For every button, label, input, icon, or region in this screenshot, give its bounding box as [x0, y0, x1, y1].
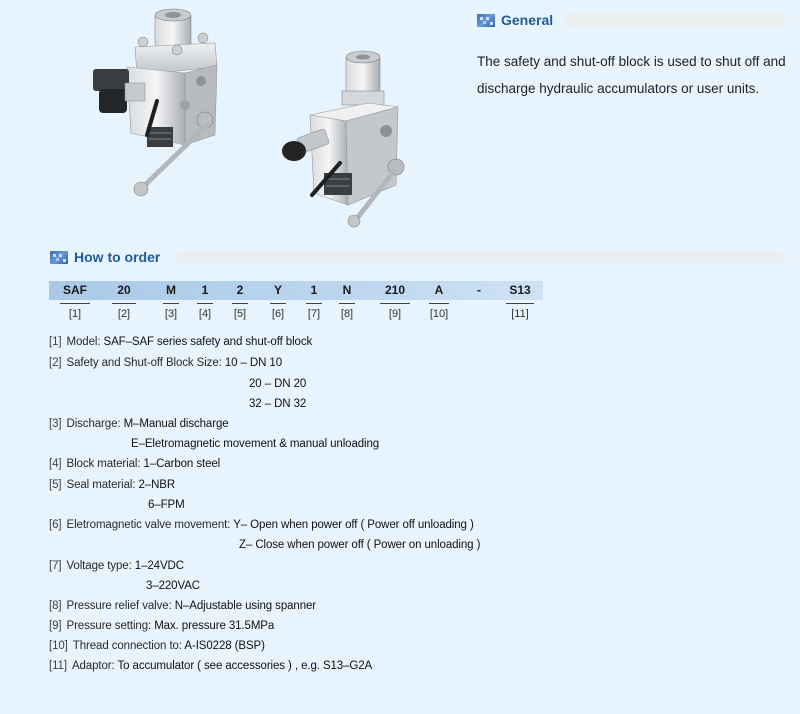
- section-icon: [477, 14, 495, 27]
- spec-seal-material: [5] Seal material: 2–NBR: [49, 479, 176, 491]
- code-index: [8]: [340, 308, 354, 320]
- code-pressure: 210: [384, 283, 406, 297]
- spec-discharge: [3] Discharge: M–Manual discharge: [49, 418, 229, 430]
- general-title: General: [501, 12, 554, 28]
- spec-size-option: 20 – DN 20: [249, 378, 307, 390]
- spec-adaptor: [11] Adaptor: To accumulator ( see accessories ) , e.g. S13–G2A: [49, 660, 373, 672]
- code-underline: [429, 303, 449, 304]
- code-underline: [306, 303, 322, 304]
- code-relief-valve: N: [342, 283, 352, 297]
- code-index: [2]: [117, 308, 131, 320]
- spec-relief-valve: [8] Pressure relief valve: N–Adjustable using spanner: [49, 600, 317, 612]
- spec-voltage-option: 3–220VAC: [146, 580, 200, 592]
- general-description: The safety and shut-off block is used to shut off and discharge hydraulic accumulators or user units.: [477, 54, 786, 96]
- code-index: [1]: [68, 308, 82, 320]
- spec-block-material: [4] Block material: 1–Carbon steel: [49, 458, 221, 470]
- code-underline: [112, 303, 136, 304]
- spec-discharge-option: E–Eletromagnetic movement & manual unloading: [131, 438, 380, 450]
- code-index: [5]: [233, 308, 247, 320]
- code-adaptor: S13: [509, 283, 531, 297]
- code-underline: [60, 303, 90, 304]
- spec-size-option: 32 – DN 32: [249, 398, 307, 410]
- code-index: [9]: [388, 308, 402, 320]
- spec-thread: [10] Thread connection to: A-IS0228 (BSP): [49, 640, 265, 652]
- code-size: 20: [117, 283, 131, 297]
- code-underline: [380, 303, 410, 304]
- code-underline: [232, 303, 248, 304]
- code-underline: [163, 303, 179, 304]
- code-block-material: 1: [201, 283, 209, 297]
- spec-voltage: [7] Voltage type: 1–24VDC: [49, 560, 184, 572]
- general-header: [477, 12, 553, 28]
- spec-seal-option: 6–FPM: [148, 499, 185, 511]
- code-index: [7]: [307, 308, 321, 320]
- code-index: [11]: [511, 308, 529, 320]
- code-underline: [339, 303, 355, 304]
- code-index: [4]: [198, 308, 212, 320]
- how-to-order-header: [50, 249, 160, 265]
- code-thread: A: [434, 283, 444, 297]
- product-image-electromagnetic: [85, 5, 260, 200]
- spec-size: [2] Safety and Shut-off Block Size: 10 – DN 10: [49, 357, 283, 369]
- spec-valve-option: Z– Close when power off ( Power on unloading ): [239, 539, 481, 551]
- code-underline: [197, 303, 213, 304]
- code-discharge: M: [166, 283, 176, 297]
- code-underline: [506, 303, 534, 304]
- code-index: [3]: [164, 308, 178, 320]
- code-seal-material: 2: [236, 283, 244, 297]
- code-index: [10]: [429, 308, 449, 320]
- code-model: SAF: [63, 283, 87, 297]
- code-voltage: 1: [310, 283, 318, 297]
- product-image-manual: [268, 45, 428, 235]
- how-to-order-title: How to order: [74, 249, 161, 265]
- section-icon: [50, 251, 68, 264]
- code-separator: -: [477, 283, 481, 297]
- code-underline: [270, 303, 286, 304]
- how-to-order-header-bar: [175, 251, 785, 263]
- spec-model: [1] Model: SAF–SAF series safety and shut-off block: [49, 336, 313, 348]
- spec-valve-movement: [6] Eletromagnetic valve movement: Y– Open when power off ( Power off unloading ): [49, 519, 474, 531]
- code-index: [6]: [271, 308, 285, 320]
- spec-pressure: [9] Pressure setting: Max. pressure 31.5MPa: [49, 620, 275, 632]
- code-valve-movement: Y: [273, 283, 283, 297]
- general-header-bar: [565, 14, 785, 26]
